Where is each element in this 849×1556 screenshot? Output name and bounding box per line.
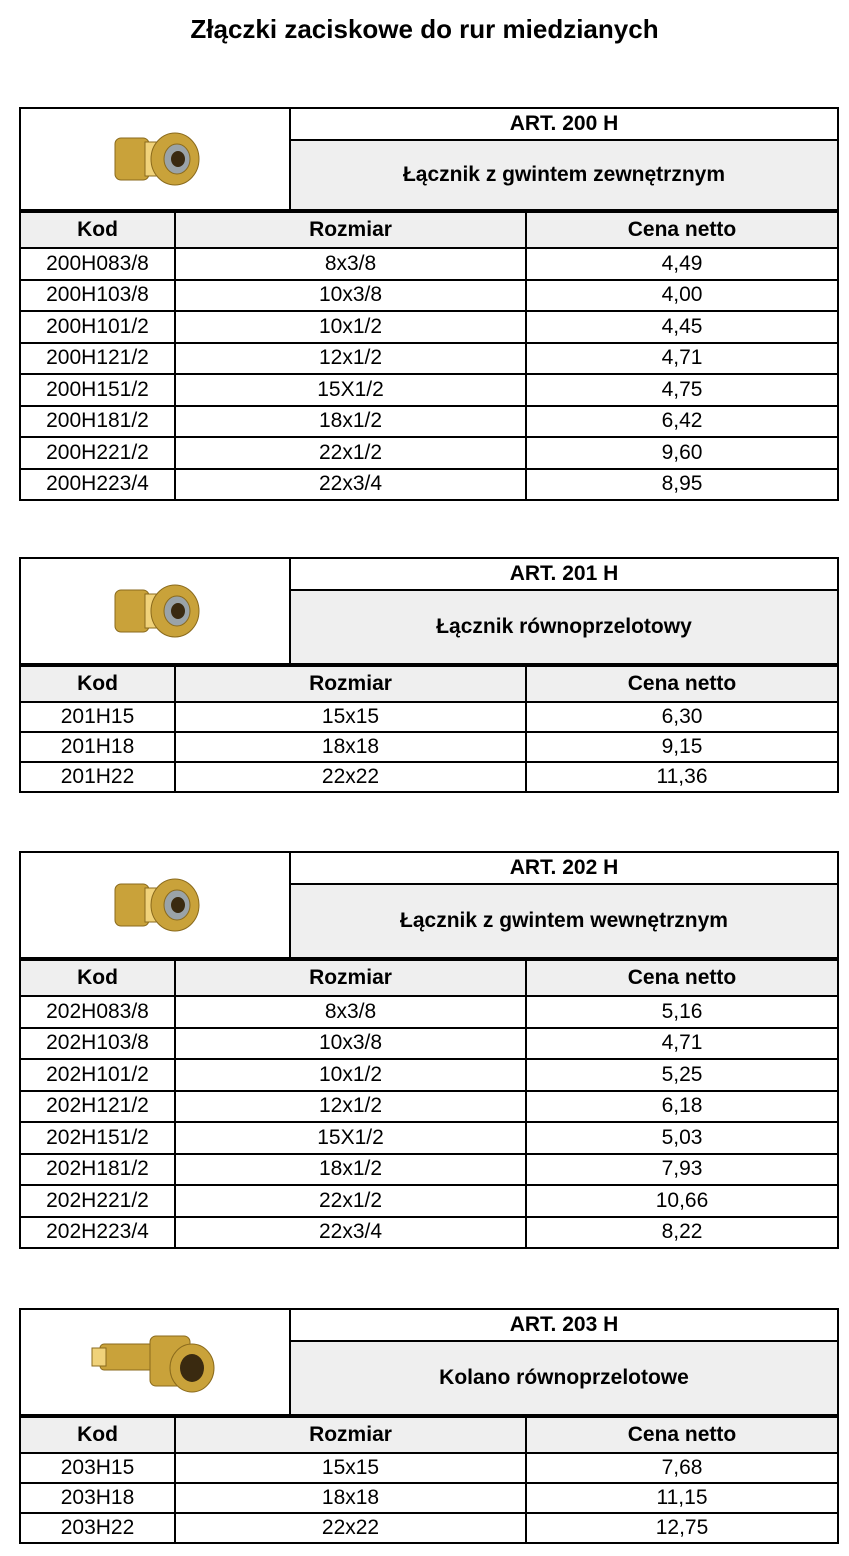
- column-header-code: Kod: [20, 960, 175, 996]
- column-header-price: Cena netto: [526, 1417, 838, 1453]
- article-number: ART. 203 H: [290, 1309, 838, 1341]
- column-header-size: Rozmiar: [175, 1417, 526, 1453]
- female-thread-fitting-icon: [21, 870, 289, 940]
- table-row: [20, 996, 838, 1028]
- cell-size: 22x1/2: [175, 437, 526, 469]
- column-header-size: Rozmiar: [175, 666, 526, 702]
- cell-size: 10x3/8: [175, 280, 526, 312]
- cell-price: 8,22: [526, 1217, 838, 1249]
- cell-price: 6,42: [526, 406, 838, 438]
- cell-price: 5,16: [526, 996, 838, 1028]
- cell-price: 9,15: [526, 732, 838, 762]
- table-row: [20, 1217, 838, 1249]
- product-section: [19, 107, 837, 501]
- cell-size: 8x3/8: [175, 996, 526, 1028]
- price-table: [19, 665, 839, 793]
- cell-size: 22x1/2: [175, 1185, 526, 1217]
- cell-price: 12,75: [526, 1513, 838, 1543]
- cell-code: 202H083/8: [20, 996, 175, 1028]
- table-row: [20, 437, 838, 469]
- product-header: [19, 1308, 839, 1416]
- cell-price: 7,68: [526, 1453, 838, 1483]
- product-name: Łącznik równoprzelotowy: [290, 590, 838, 664]
- cell-code: 202H103/8: [20, 1028, 175, 1060]
- table-row: [20, 248, 838, 280]
- column-header-size: Rozmiar: [175, 212, 526, 248]
- male-thread-fitting-icon: [21, 124, 289, 194]
- cell-code: 200H181/2: [20, 406, 175, 438]
- product-section: [19, 1308, 837, 1544]
- table-header-row: [20, 960, 838, 996]
- cell-size: 10x3/8: [175, 1028, 526, 1060]
- product-header: [19, 107, 839, 211]
- straight-coupling-icon: [21, 576, 289, 646]
- table-row: [20, 1185, 838, 1217]
- cell-code: 203H18: [20, 1483, 175, 1513]
- page-title: Złączki zaciskowe do rur miedzianych: [190, 14, 659, 44]
- cell-code: 202H221/2: [20, 1185, 175, 1217]
- cell-code: 200H101/2: [20, 311, 175, 343]
- cell-size: 18x18: [175, 732, 526, 762]
- table-row: [20, 311, 838, 343]
- product-image: [20, 108, 290, 210]
- table-header-row: [20, 212, 838, 248]
- cell-price: 4,75: [526, 374, 838, 406]
- cell-code: 201H15: [20, 702, 175, 732]
- cell-code: 202H101/2: [20, 1059, 175, 1091]
- table-header-row: [20, 1417, 838, 1453]
- product-header: [19, 851, 839, 959]
- table-row: [20, 1483, 838, 1513]
- cell-price: 9,60: [526, 437, 838, 469]
- cell-size: 10x1/2: [175, 311, 526, 343]
- cell-code: 202H151/2: [20, 1122, 175, 1154]
- product-name: Łącznik z gwintem zewnętrznym: [290, 140, 838, 210]
- column-header-price: Cena netto: [526, 666, 838, 702]
- product-section: [19, 557, 837, 793]
- cell-size: 12x1/2: [175, 343, 526, 375]
- product-header: [19, 557, 839, 665]
- column-header-code: Kod: [20, 212, 175, 248]
- cell-code: 202H223/4: [20, 1217, 175, 1249]
- table-row: [20, 1122, 838, 1154]
- column-header-price: Cena netto: [526, 212, 838, 248]
- table-row: [20, 1028, 838, 1060]
- cell-size: 18x18: [175, 1483, 526, 1513]
- cell-price: 6,30: [526, 702, 838, 732]
- cell-code: 202H181/2: [20, 1154, 175, 1186]
- table-row: [20, 732, 838, 762]
- table-row: [20, 702, 838, 732]
- price-table: [19, 959, 839, 1249]
- article-number: ART. 200 H: [290, 108, 838, 140]
- table-row: [20, 1513, 838, 1543]
- product-image: [20, 558, 290, 664]
- cell-code: 200H083/8: [20, 248, 175, 280]
- cell-code: 200H221/2: [20, 437, 175, 469]
- cell-price: 4,71: [526, 1028, 838, 1060]
- cell-size: 8x3/8: [175, 248, 526, 280]
- cell-size: 12x1/2: [175, 1091, 526, 1123]
- cell-price: 4,49: [526, 248, 838, 280]
- cell-size: 15x15: [175, 1453, 526, 1483]
- product-image: [20, 852, 290, 958]
- cell-price: 11,36: [526, 762, 838, 792]
- article-number: ART. 202 H: [290, 852, 838, 884]
- cell-code: 201H22: [20, 762, 175, 792]
- table-row: [20, 1453, 838, 1483]
- column-header-code: Kod: [20, 1417, 175, 1453]
- column-header-size: Rozmiar: [175, 960, 526, 996]
- cell-size: 10x1/2: [175, 1059, 526, 1091]
- product-section: [19, 851, 837, 1249]
- table-row: [20, 762, 838, 792]
- cell-size: 18x1/2: [175, 1154, 526, 1186]
- product-image: [20, 1309, 290, 1415]
- cell-price: 4,00: [526, 280, 838, 312]
- article-number: ART. 201 H: [290, 558, 838, 590]
- cell-size: 15X1/2: [175, 1122, 526, 1154]
- cell-code: 200H223/4: [20, 469, 175, 501]
- cell-price: 11,15: [526, 1483, 838, 1513]
- table-row: [20, 1091, 838, 1123]
- elbow-fitting-icon: [21, 1322, 289, 1402]
- cell-code: 203H22: [20, 1513, 175, 1543]
- cell-size: 15X1/2: [175, 374, 526, 406]
- cell-code: 200H151/2: [20, 374, 175, 406]
- cell-price: 8,95: [526, 469, 838, 501]
- cell-price: 4,71: [526, 343, 838, 375]
- cell-price: 5,25: [526, 1059, 838, 1091]
- table-row: [20, 1059, 838, 1091]
- cell-size: 15x15: [175, 702, 526, 732]
- table-header-row: [20, 666, 838, 702]
- table-row: [20, 406, 838, 438]
- cell-size: 22x3/4: [175, 469, 526, 501]
- cell-code: 200H103/8: [20, 280, 175, 312]
- cell-code: 200H121/2: [20, 343, 175, 375]
- product-name: Kolano równoprzelotowe: [290, 1341, 838, 1415]
- table-row: [20, 343, 838, 375]
- cell-price: 5,03: [526, 1122, 838, 1154]
- table-row: [20, 374, 838, 406]
- column-header-price: Cena netto: [526, 960, 838, 996]
- cell-price: 7,93: [526, 1154, 838, 1186]
- cell-size: 22x22: [175, 1513, 526, 1543]
- cell-code: 201H18: [20, 732, 175, 762]
- table-row: [20, 1154, 838, 1186]
- product-name: Łącznik z gwintem wewnętrznym: [290, 884, 838, 958]
- cell-price: 10,66: [526, 1185, 838, 1217]
- column-header-code: Kod: [20, 666, 175, 702]
- table-row: [20, 469, 838, 501]
- cell-size: 18x1/2: [175, 406, 526, 438]
- cell-price: 6,18: [526, 1091, 838, 1123]
- cell-size: 22x3/4: [175, 1217, 526, 1249]
- cell-size: 22x22: [175, 762, 526, 792]
- cell-price: 4,45: [526, 311, 838, 343]
- price-table: [19, 1416, 839, 1544]
- price-table: [19, 211, 839, 501]
- cell-code: 202H121/2: [20, 1091, 175, 1123]
- cell-code: 203H15: [20, 1453, 175, 1483]
- table-row: [20, 280, 838, 312]
